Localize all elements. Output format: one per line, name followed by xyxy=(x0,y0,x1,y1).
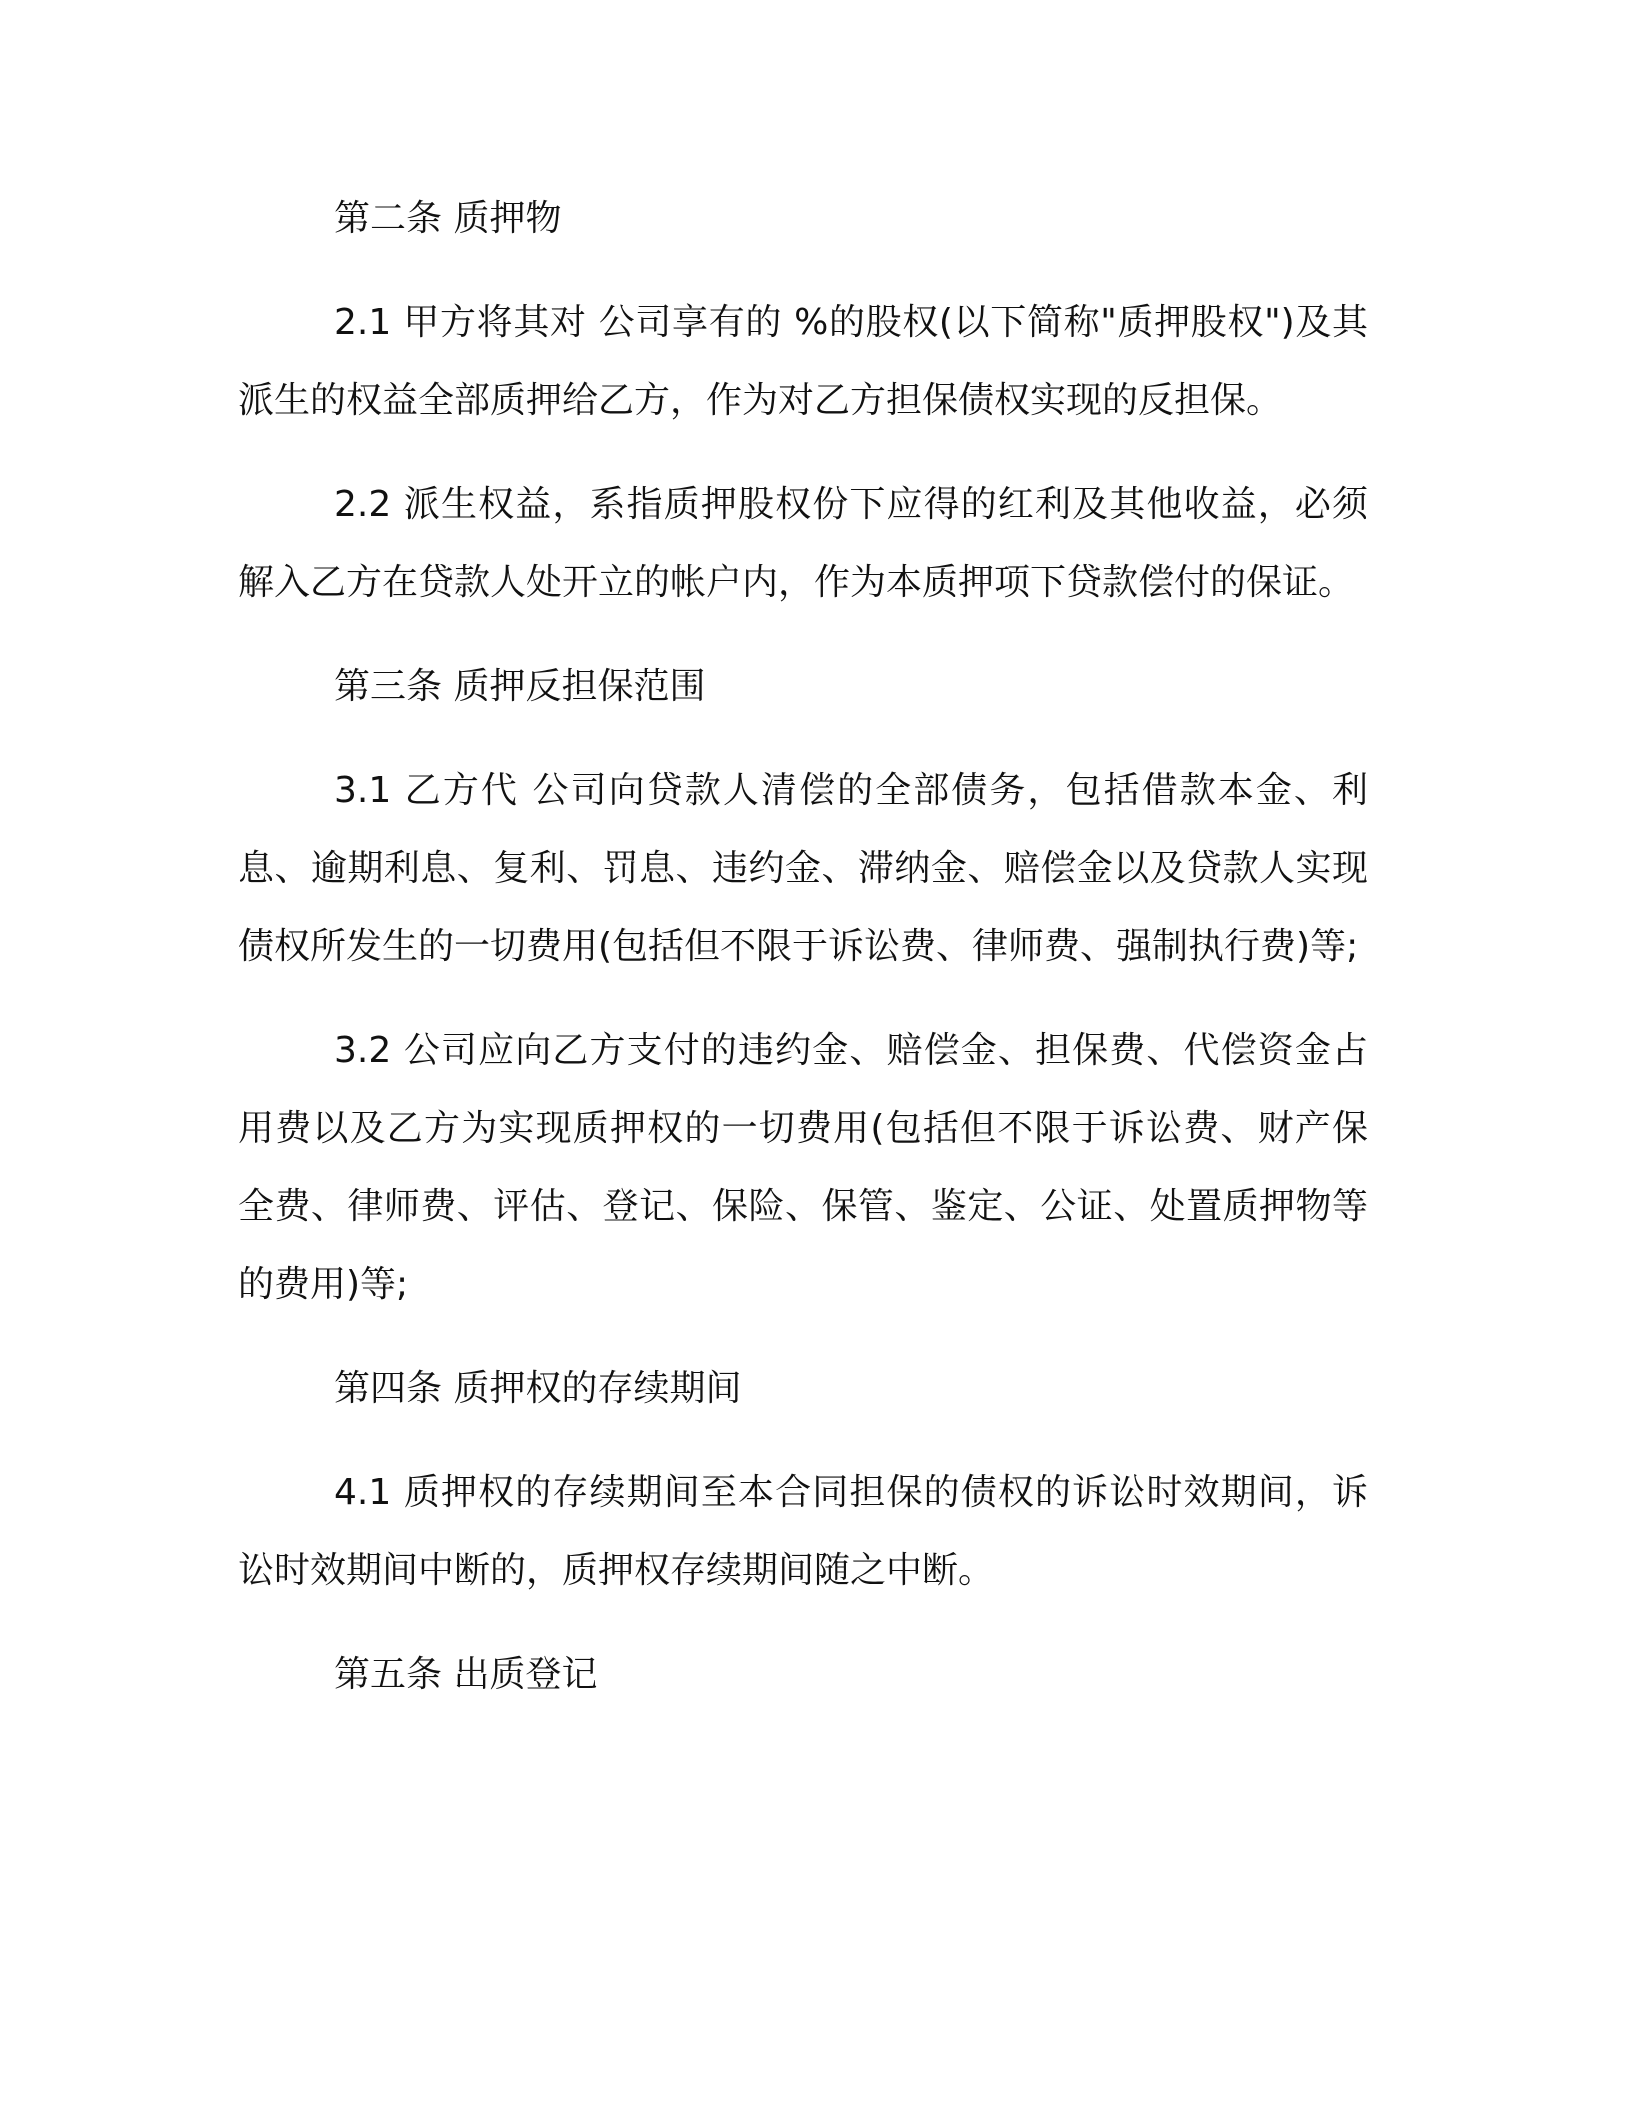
clause-4-1: 4.1 质押权的存续期间至本合同担保的债权的诉讼时效期间，诉讼时效期间中断的，质押权存续期间随之中断。 xyxy=(238,1472,1368,1591)
clause-2-2: 2.2 派生权益，系指质押股权份下应得的红利及其他收益，必须解入乙方在贷款人处开立的帐户内，作为本质押项下贷款偿付的保证。 xyxy=(238,484,1368,603)
clause-3-2: 3.2 公司应向乙方支付的违约金、赔偿金、担保费、代偿资金占用费以及乙方为实现质押权的一切费用(包括但不限于诉讼费、财产保全费、律师费、评估、登记、保险、保管、鉴定、公证、处置质押物等的费用)等; xyxy=(238,1030,1368,1305)
article-4-heading: 第四条 质押权的存续期间 xyxy=(334,1368,742,1409)
article-5-heading: 第五条 出质登记 xyxy=(334,1654,598,1695)
article-3-heading: 第三条 质押反担保范围 xyxy=(334,666,706,707)
article-2-heading: 第二条 质押物 xyxy=(334,198,562,239)
clause-2-1: 2.1 甲方将其对 公司享有的 %的股权(以下简称"质押股权")及其派生的权益全部质押给乙方，作为对乙方担保债权实现的反担保。 xyxy=(238,302,1368,421)
clause-3-1: 3.1 乙方代 公司向贷款人清偿的全部债务，包括借款本金、利息、逾期利息、复利、罚息、违约金、滞纳金、赔偿金以及贷款人实现债权所发生的一切费用(包括但不限于诉讼费、律师费、强制执行费)等; xyxy=(238,770,1368,967)
document-page xyxy=(238,180,1368,1714)
